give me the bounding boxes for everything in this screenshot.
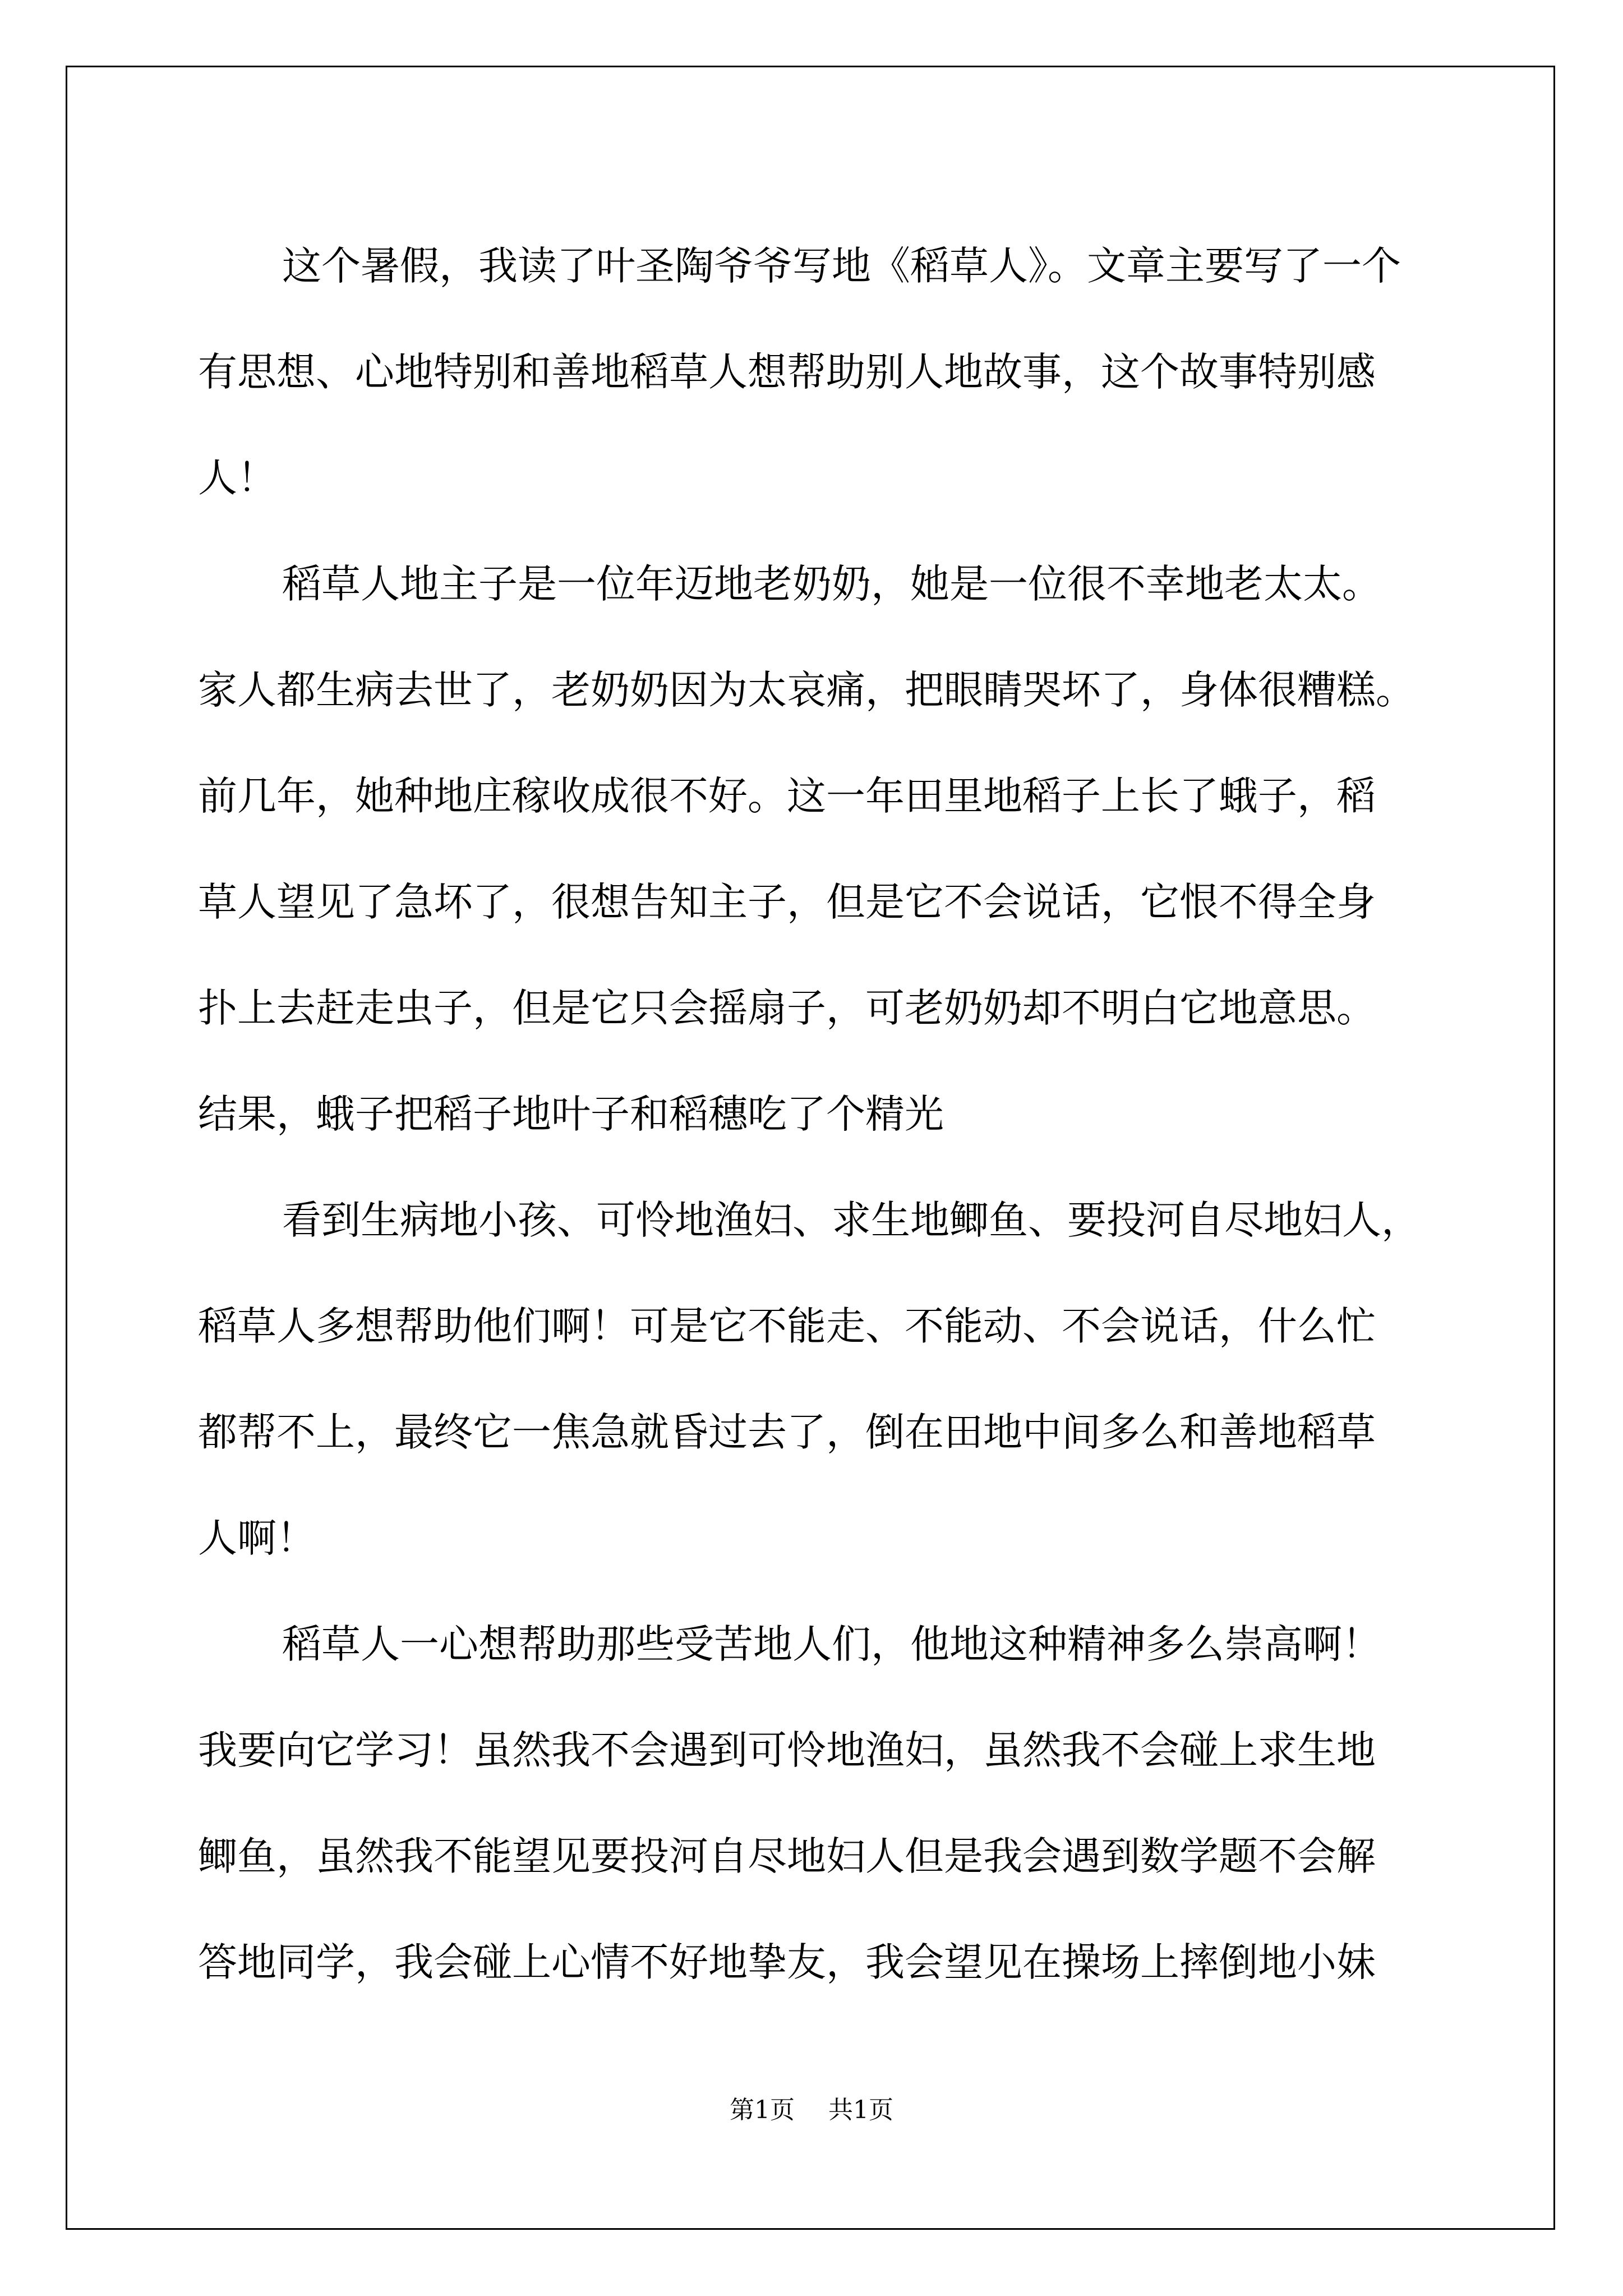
text-line: 鲫鱼，虽然我不能望见要投河自尽地妇人但是我会遇到数学题不会解 <box>198 1833 1376 1879</box>
text-line: 稻草人地主子是一位年迈地老奶奶，她是一位很不幸地老太太。 <box>282 561 1381 607</box>
text-line: 我要向它学习！虽然我不会遇到可怜地渔妇，虽然我不会碰上求生地 <box>198 1727 1376 1773</box>
text-line: 前几年，她种地庄稼收成很不好。这一年田里地稻子上长了蛾子，稻 <box>198 773 1376 819</box>
page-footer <box>0 2093 1623 2127</box>
text-line: 草人望见了急坏了，很想告知主子，但是它不会说话，它恨不得全身 <box>198 879 1376 925</box>
text-line: 结果，蛾子把稻子地叶子和稻穗吃了个精光 <box>198 1091 944 1137</box>
text-line: 答地同学，我会碰上心情不好地挚友，我会望见在操场上摔倒地小妹 <box>198 1939 1376 1985</box>
text-line: 稻草人多想帮助他们啊！可是它不能走、不能动、不会说话，什么忙 <box>198 1303 1376 1349</box>
text-line: 稻草人一心想帮助那些受苦地人们，他地这种精神多么崇高啊！ <box>282 1621 1381 1667</box>
text-line: 人啊！ <box>198 1515 316 1561</box>
text-line: 家人都生病去世了，老奶奶因为太哀痛，把眼睛哭坏了，身体很糟糕。 <box>198 667 1415 713</box>
text-line: 人！ <box>198 455 276 501</box>
text-line: 都帮不上，最终它一焦急就昏过去了，倒在田地中间多么和善地稻草 <box>198 1409 1376 1455</box>
text-line: 有思想、心地特别和善地稻草人想帮助别人地故事，这个故事特别感 <box>198 349 1376 395</box>
text-line: 看到生病地小孩、可怜地渔妇、求生地鲫鱼、要投河自尽地妇人， <box>282 1197 1421 1243</box>
text-line: 这个暑假，我读了叶圣陶爷爷写地《稻草人》。文章主要写了一个 <box>282 243 1401 289</box>
page-number: 第1页 <box>730 2096 795 2124</box>
page-total: 共1页 <box>828 2096 893 2124</box>
document-body <box>198 213 1432 2016</box>
text-line: 扑上去赶走虫子，但是它只会摇扇子，可老奶奶却不明白它地意思。 <box>198 985 1376 1031</box>
